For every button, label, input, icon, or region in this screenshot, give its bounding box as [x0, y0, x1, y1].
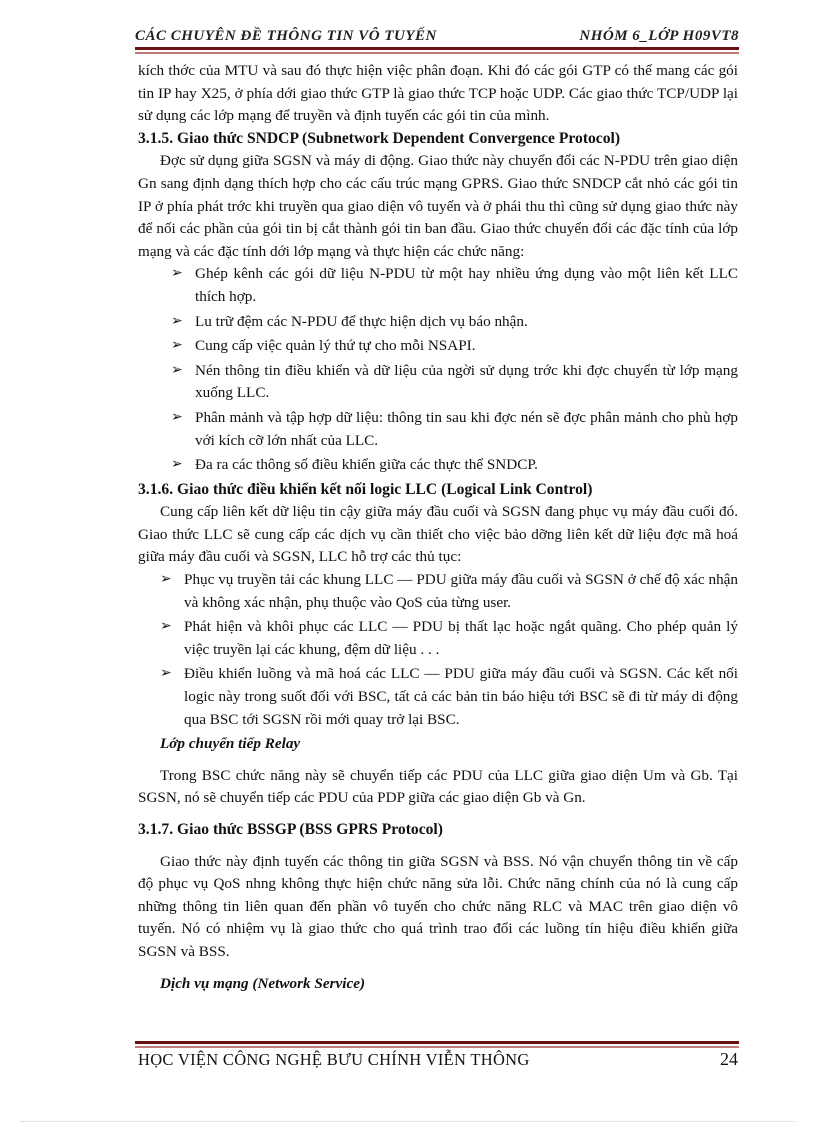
list-item	[138, 360, 738, 405]
header-title: CÁC CHUYÊN ĐỀ THÔNG TIN VÔ TUYẾN	[135, 28, 437, 44]
network-service-title: Dịch vụ mạng (Network Service)	[160, 974, 366, 992]
header-group: NHÓM 6_LỚP H09VT8	[579, 28, 739, 44]
footer-institution: HỌC VIỆN CÔNG NGHỆ BƯU CHÍNH VIỄN THÔNG	[138, 1050, 530, 1069]
page-content	[138, 60, 738, 995]
page-bottom-border	[20, 1121, 796, 1122]
list-item-text: Lu trữ đệm các N-PDU để thực hiện dịch vụ báo nhận.	[195, 312, 528, 330]
section-3-1-5-paragraph: Đợc sử dụng giữa SGSN và máy di động. Giao thức này chuyển đổi các N-PDU trên giao diện Gn sang định dạng thích hợp cho các cấu trúc mạng GPRS. Giao thức SNDCP cắt nhỏ các gói tin IP ở phía phát trớc khi truyền qua giao diện vô tuyến và ở phái thu thì cũng sử dụng giao thức này để nối các phần của gói tin bị cắt thành gói tin ban đầu. Giao thức chuyển đổi các đặc tính của lớp mạng và các đặc tính dới lớp mạng và thực hiện các chức năng:	[138, 152, 738, 260]
arrow-bullet-icon: ➢	[171, 409, 183, 425]
sndcp-function-list	[138, 263, 738, 476]
list-item-text: Ghép kênh các gói dữ liệu N-PDU từ một hay nhiều ứng dụng vào một liên kết LLC thích hợp.	[195, 265, 738, 305]
list-item	[138, 569, 738, 614]
arrow-bullet-icon: ➢	[171, 338, 183, 354]
list-item	[138, 663, 738, 731]
arrow-bullet-icon: ➢	[171, 266, 183, 282]
list-item	[138, 454, 738, 477]
list-item	[138, 407, 738, 452]
list-item	[138, 263, 738, 308]
section-3-1-5-title: 3.1.5. Giao thức SNDCP (Subnetwork Dependent Convergence Protocol)	[138, 129, 621, 147]
llc-procedure-list	[138, 569, 738, 731]
list-item-text: Phục vụ truyền tải các khung LLC — PDU giữa máy đầu cuối và SGSN ở chế độ xác nhận và không xác nhận, phụ thuộc vào QoS của từng user.	[184, 571, 738, 611]
spacer	[138, 810, 738, 819]
footer-rule-light	[135, 1046, 739, 1048]
section-3-1-7-paragraph: Giao thức này định tuyến các thông tin giữa SGSN và BSS. Nó vận chuyển thông tin về cấp độ phục vụ QoS nhng không thực hiện chức năng sửa lỗi. Chức năng chính của nó là cung cấp những thông tin liên quan đến phần vô tuyến cho chức năng RLC và MAC trên giao diện vô tuyến. Nó có nhiệm vụ là giao thức cho quá trình trao đổi các luồng tín hiệu điều khiển giữa SGSN và BSS.	[138, 852, 738, 960]
list-item	[138, 311, 738, 334]
list-item-text: Cung cấp việc quản lý thứ tự cho mỗi NSAPI.	[195, 337, 476, 355]
section-3-1-6-title: 3.1.6. Giao thức điều khiển kết nối logic LLC (Logical Link Control)	[138, 480, 593, 498]
arrow-bullet-icon: ➢	[171, 457, 183, 473]
relay-layer-paragraph: Trong BSC chức năng này sẽ chuyển tiếp các PDU của LLC giữa giao diện Um và Gb. Tại SGSN, nó sẽ chuyển tiếp các PDU của PDP giữa các giao diện Gb và Gn.	[138, 766, 738, 807]
header-rule-dark	[135, 47, 739, 50]
list-item	[138, 335, 738, 358]
arrow-bullet-icon: ➢	[171, 362, 183, 378]
list-item	[138, 616, 738, 661]
list-item-text: Phát hiện và khôi phục các LLC — PDU bị thất lạc hoặc ngắt quãng. Cho phép quản lý việc truyền lại các khung, đệm dữ liệu . . .	[184, 618, 738, 658]
list-item-text: Phân mảnh và tập hợp dữ liệu: thông tin sau khi đợc nén sẽ đợc phân mảnh cho phù hợp với kích cỡ lớn nhất của LLC.	[195, 408, 738, 449]
arrow-bullet-icon: ➢	[160, 572, 172, 588]
arrow-bullet-icon: ➢	[160, 619, 172, 635]
spacer	[138, 756, 738, 765]
list-item-text: Nén thông tin điều khiển và dữ liệu của ngời sử dụng trớc khi đợc chuyển từ lớp mạng xuống LLC.	[195, 361, 738, 402]
footer-rule-dark	[135, 1041, 739, 1044]
intro-paragraph: kích thớc của MTU và sau đó thực hiện việc phân đoạn. Khi đó các gói GTP có thể mang các gói tin IP hay X25, ở phía dới giao thức GTP là giao thức TCP hoặc UDP. Các giao thức TCP/UDP lại sử dụng các lớp mạng để truyền và định tuyến các gói tin của mình.	[138, 62, 738, 125]
header-rule-light	[135, 52, 739, 54]
spacer	[138, 964, 738, 973]
list-item-text: Đa ra các thông số điều khiển giữa các thực thể SNDCP.	[195, 456, 538, 474]
arrow-bullet-icon: ➢	[171, 313, 183, 329]
arrow-bullet-icon: ➢	[160, 666, 172, 682]
spacer	[138, 842, 738, 851]
page-number: 24	[720, 1049, 738, 1069]
section-3-1-7-title: 3.1.7. Giao thức BSSGP (BSS GPRS Protocol)	[138, 821, 443, 838]
section-3-1-6-paragraph: Cung cấp liên kết dữ liệu tin cậy giữa máy đầu cuối và SGSN đang phục vụ máy đầu cuối đó. Giao thức LLC sẽ cung cấp các dịch vụ cần thiết cho việc bảo dỡng liên kết dữ liệu đợc mã hoá giữa máy đầu cuối và SGSN, LLC hỗ trợ các thủ tục:	[138, 503, 738, 566]
list-item-text: Điều khiển luồng và mã hoá các LLC — PDU giữa máy đầu cuối và SGSN. Các kết nối logic này trong suốt đối với BSC, tất cả các bản tin báo hiệu tới BSC sẽ đi từ máy di động qua BSC tới SGSN rồi mới quay trở lại BSC.	[184, 665, 738, 728]
relay-layer-title: Lớp chuyển tiếp Relay	[160, 735, 301, 753]
